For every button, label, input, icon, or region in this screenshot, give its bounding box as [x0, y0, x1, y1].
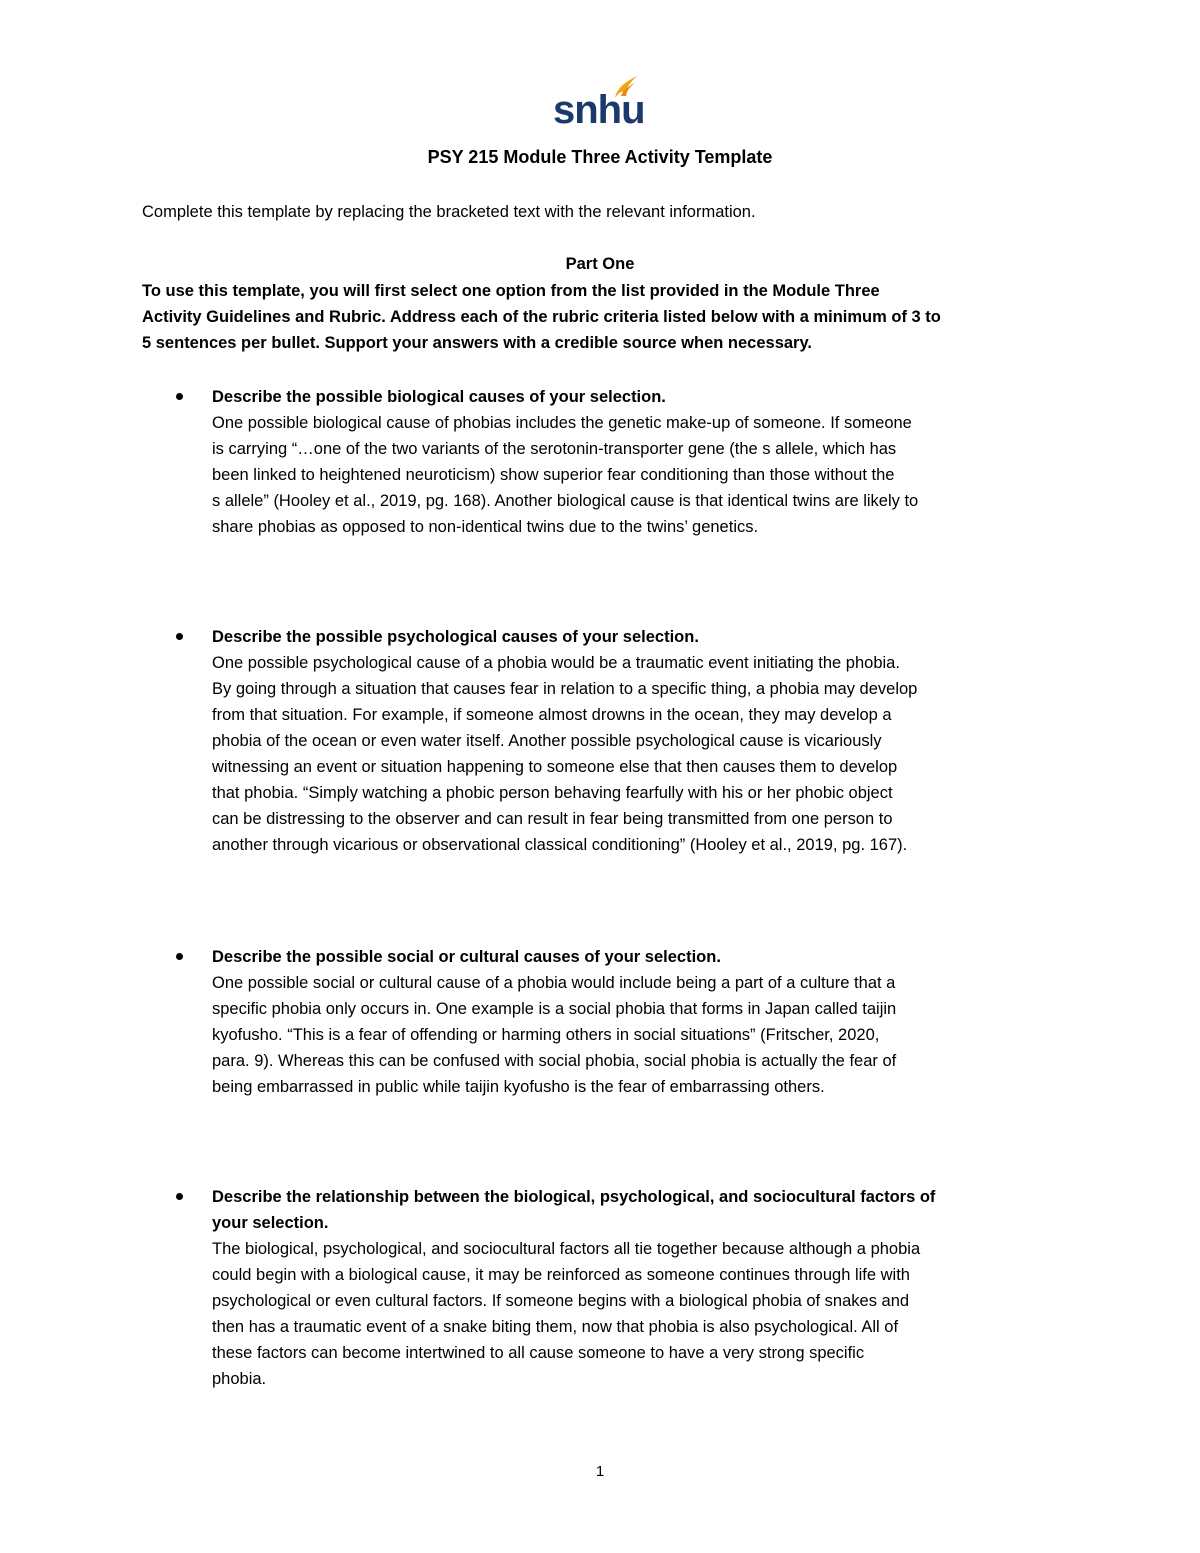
bullet-question: your selection. [212, 1214, 329, 1232]
instructions-line: 5 sentences per bullet. Support your answers with a credible source when necessary. [142, 334, 813, 352]
bullet-answer-line: from that situation. For example, if someone almost drowns in the ocean, they may develop a [212, 706, 892, 724]
bullet-answer-line: psychological or even cultural factors. If someone begins with a biological phobia of snakes and [212, 1292, 910, 1310]
instructions [142, 278, 1062, 356]
bullet-answer-line: By going through a situation that causes fear in relation to a specific thing, a phobia may develop [212, 680, 918, 698]
bullet-answer-line: witnessing an event or situation happening to someone else that then causes them to develop [212, 758, 898, 776]
bullet-dot-icon [176, 633, 183, 640]
logo-text: snhu [553, 88, 645, 132]
bullet-answer-line: specific phobia only occurs in. One example is a social phobia that forms in Japan called taijin [212, 1000, 897, 1018]
bullet-question: Describe the possible psychological causes of your selection. [212, 628, 699, 646]
instructions-line: To use this template, you will first select one option from the list provided in the Module Three [142, 282, 880, 300]
intro-text: Complete this template by replacing the bracketed text with the relevant information. [142, 203, 756, 221]
bullet-answer-line: could begin with a biological cause, it may be reinforced as someone continues through life with [212, 1266, 910, 1284]
bullet-answer-line: share phobias as opposed to non-identical twins due to the twins’ genetics. [212, 518, 759, 536]
bullet-answer-line: that phobia. “Simply watching a phobic person behaving fearfully with his or her phobic object [212, 784, 893, 802]
bullet-answer-line: kyofusho. “This is a fear of offending or harming others in social situations” (Fritscher, 2020, [212, 1026, 880, 1044]
bullet-answer-line: another through vicarious or observational classical conditioning” (Hooley et al., 2019, pg. 167). [212, 836, 908, 854]
bullet-answer-line: can be distressing to the observer and can result in fear being transmitted from one person to [212, 810, 893, 828]
bullet-sociocultural [212, 944, 1072, 1100]
bullet-answer-line: The biological, psychological, and sociocultural factors all tie together because although a phobia [212, 1240, 921, 1258]
snhu-logo [553, 74, 645, 132]
bullet-dot-icon [176, 953, 183, 960]
bullet-answer-line: para. 9). Whereas this can be confused with social phobia, social phobia is actually the fear of [212, 1052, 897, 1070]
bullet-dot-icon [176, 1193, 183, 1200]
bullet-dot-icon [176, 393, 183, 400]
bullet-answer-line: s allele” (Hooley et al., 2019, pg. 168). Another biological cause is that identical twins are likely to [212, 492, 919, 510]
bullet-answer-line: being embarrassed in public while taijin kyofusho is the fear of embarrassing others. [212, 1078, 825, 1096]
page-number: 1 [595, 1463, 605, 1480]
bullet-relationship [212, 1184, 1072, 1392]
bullet-question: Describe the possible social or cultural causes of your selection. [212, 948, 721, 966]
bullet-question: Describe the possible biological causes of your selection. [212, 388, 666, 406]
bullet-answer-line: is carrying “…one of the two variants of the serotonin-transporter gene (the s allele, which has [212, 440, 897, 458]
part-heading: Part One [565, 255, 635, 273]
bullet-answer-line: been linked to heightened neuroticism) show superior fear conditioning than those without the [212, 466, 895, 484]
bullet-answer-line: phobia of the ocean or even water itself. Another possible psychological cause is vicariously [212, 732, 882, 750]
bullet-answer-line: these factors can become intertwined to all cause someone to have a very strong specific [212, 1344, 865, 1362]
bullet-psychological [212, 624, 1072, 858]
instructions-line: Activity Guidelines and Rubric. Address each of the rubric criteria listed below with a minimum of 3 to [142, 308, 941, 326]
bullet-answer-line: then has a traumatic event of a snake biting them, now that phobia is also psychological. All of [212, 1318, 899, 1336]
bullet-question: Describe the relationship between the biological, psychological, and sociocultural factors of [212, 1188, 936, 1206]
bullet-answer-line: One possible social or cultural cause of a phobia would include being a part of a culture that a [212, 974, 896, 992]
bullet-answer-line: One possible psychological cause of a phobia would be a traumatic event initiating the phobia. [212, 654, 900, 672]
page-title: PSY 215 Module Three Activity Template [427, 147, 773, 167]
bullet-answer-line: One possible biological cause of phobias includes the genetic make-up of someone. If someone [212, 414, 912, 432]
bullet-answer-line: phobia. [212, 1370, 267, 1388]
bullet-biological [212, 384, 1072, 540]
